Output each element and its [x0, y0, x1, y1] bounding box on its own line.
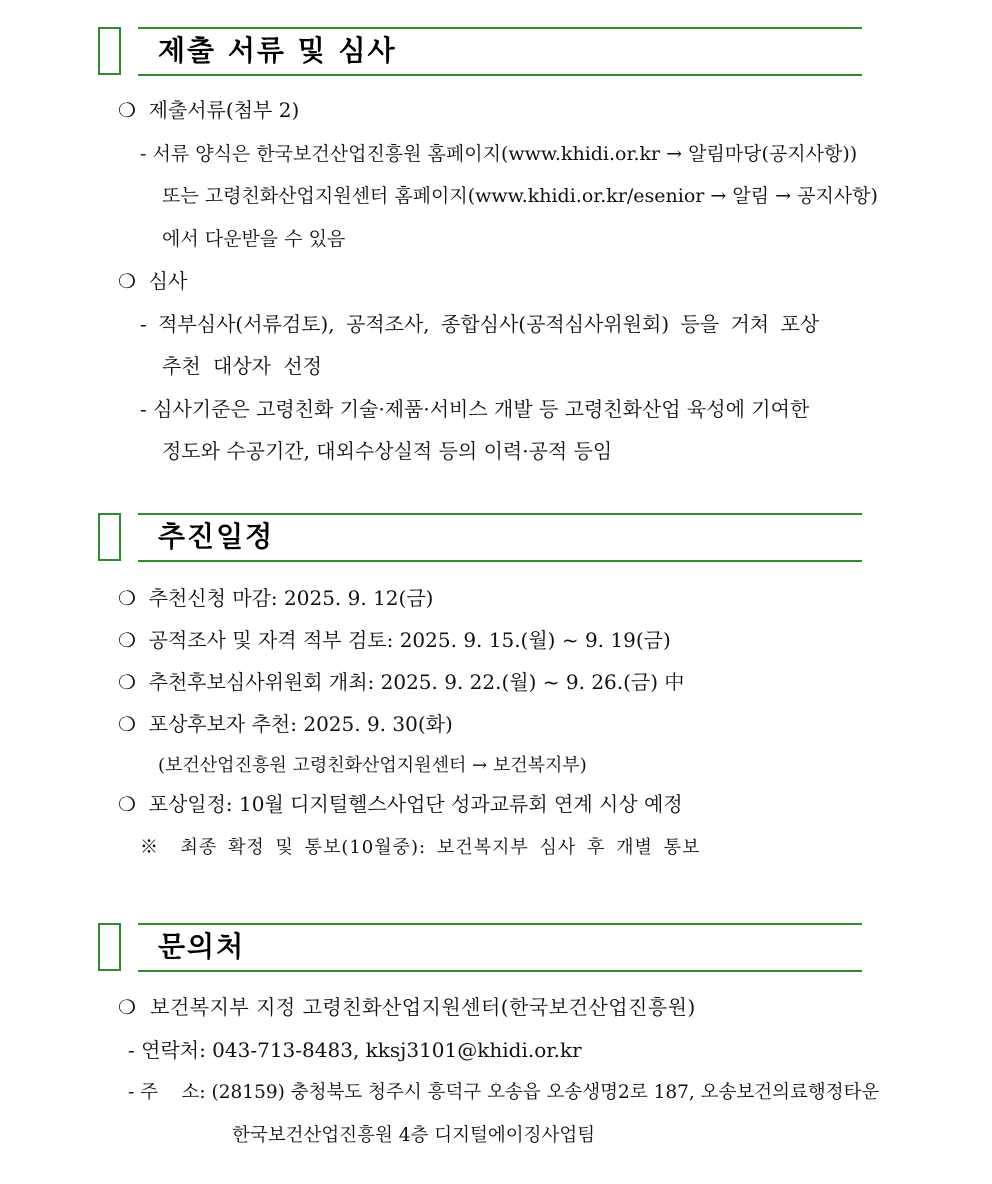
list-item: ❍ 보건복지부 지정 고령친화산업지원센터(한국보건산업진흥원) [118, 995, 696, 1019]
section-title-bar [138, 923, 862, 972]
address-label: 주 소: [140, 1082, 206, 1103]
section-title: 제출 서류 및 심사 [158, 34, 397, 67]
list-item-continued: 에서 다운받을 수 있음 [162, 228, 346, 250]
section-title: 문의처 [158, 930, 246, 963]
list-item: ❍ 추천후보심사위원회 개최: 2025. 9. 22.(월) ~ 9. 26.(금) 中 [118, 670, 685, 694]
list-item: - 적부심사(서류검토), 공적조사, 종합심사(공적심사위원회) 등을 거쳐 포상 [140, 312, 820, 336]
dash-bullet: - [128, 1082, 135, 1103]
section-marker-box [98, 27, 121, 75]
list-item-note: (보건산업진흥원 고령친화산업지원센터 → 보건복지부) [158, 755, 587, 776]
dash-bullet: - [140, 312, 147, 336]
section-header-schedule [98, 513, 862, 563]
circle-bullet: ❍ [118, 628, 136, 652]
circle-bullet: ❍ [118, 98, 136, 122]
list-item: ❍ 포상후보자 추천: 2025. 9. 30(화) [118, 712, 453, 736]
circle-bullet: ❍ [118, 586, 136, 610]
list-item: - 심사기준은 고령친화 기술·제품·서비스 개발 등 고령친화산업 육성에 기여한 [140, 397, 810, 421]
list-item: ❍ 추천신청 마감: 2025. 9. 12(금) [118, 586, 434, 610]
section-title: 추진일정 [158, 520, 275, 553]
dash-bullet: - [128, 1038, 135, 1062]
circle-bullet: ❍ [118, 712, 136, 736]
list-item: - 연락처: 043-713-8483, kksj3101@khidi.or.kr [128, 1038, 582, 1062]
reference-mark: ※ [140, 837, 159, 858]
circle-bullet: ❍ [118, 269, 136, 293]
dash-bullet: - [140, 143, 147, 165]
dash-bullet: - [140, 397, 147, 421]
list-item: - 주 소: (28159) 충청북도 청주시 흥덕구 오송읍 오송생명2로 187, 오송보건의료행정타운 [128, 1082, 880, 1103]
section-marker-box [98, 513, 121, 561]
circle-bullet: ❍ [118, 995, 137, 1019]
circle-bullet: ❍ [118, 792, 136, 816]
circle-bullet: ❍ [118, 670, 136, 694]
section-header-contact [98, 923, 862, 973]
list-item: ❍ 제출서류(첨부 2) [118, 98, 300, 122]
list-item-note: ※ 최종 확정 및 통보(10월중): 보건복지부 심사 후 개별 통보 [140, 837, 701, 858]
list-item-continued: 추천 대상자 선정 [162, 354, 322, 378]
list-item-continued: 한국보건산업진흥원 4층 디지털에이징사업팀 [232, 1125, 596, 1146]
list-item: ❍ 포상일정: 10월 디지털헬스사업단 성과교류회 연계 시상 예정 [118, 792, 683, 816]
list-item-continued: 또는 고령친화산업지원센터 홈페이지(www.khidi.or.kr/esenior → 알림 → 공지사항) [162, 185, 878, 207]
section-header-submission [98, 27, 862, 77]
list-item: ❍ 공적조사 및 자격 적부 검토: 2025. 9. 15.(월) ~ 9. 19(금) [118, 628, 671, 652]
list-item: - 서류 양식은 한국보건산업진흥원 홈페이지(www.khidi.or.kr → 알림마당(공지사항)) [140, 143, 858, 165]
section-marker-box [98, 923, 121, 971]
list-item-continued: 정도와 수공기간, 대외수상실적 등의 이력·공적 등임 [162, 439, 613, 463]
list-item: ❍ 심사 [118, 269, 188, 293]
